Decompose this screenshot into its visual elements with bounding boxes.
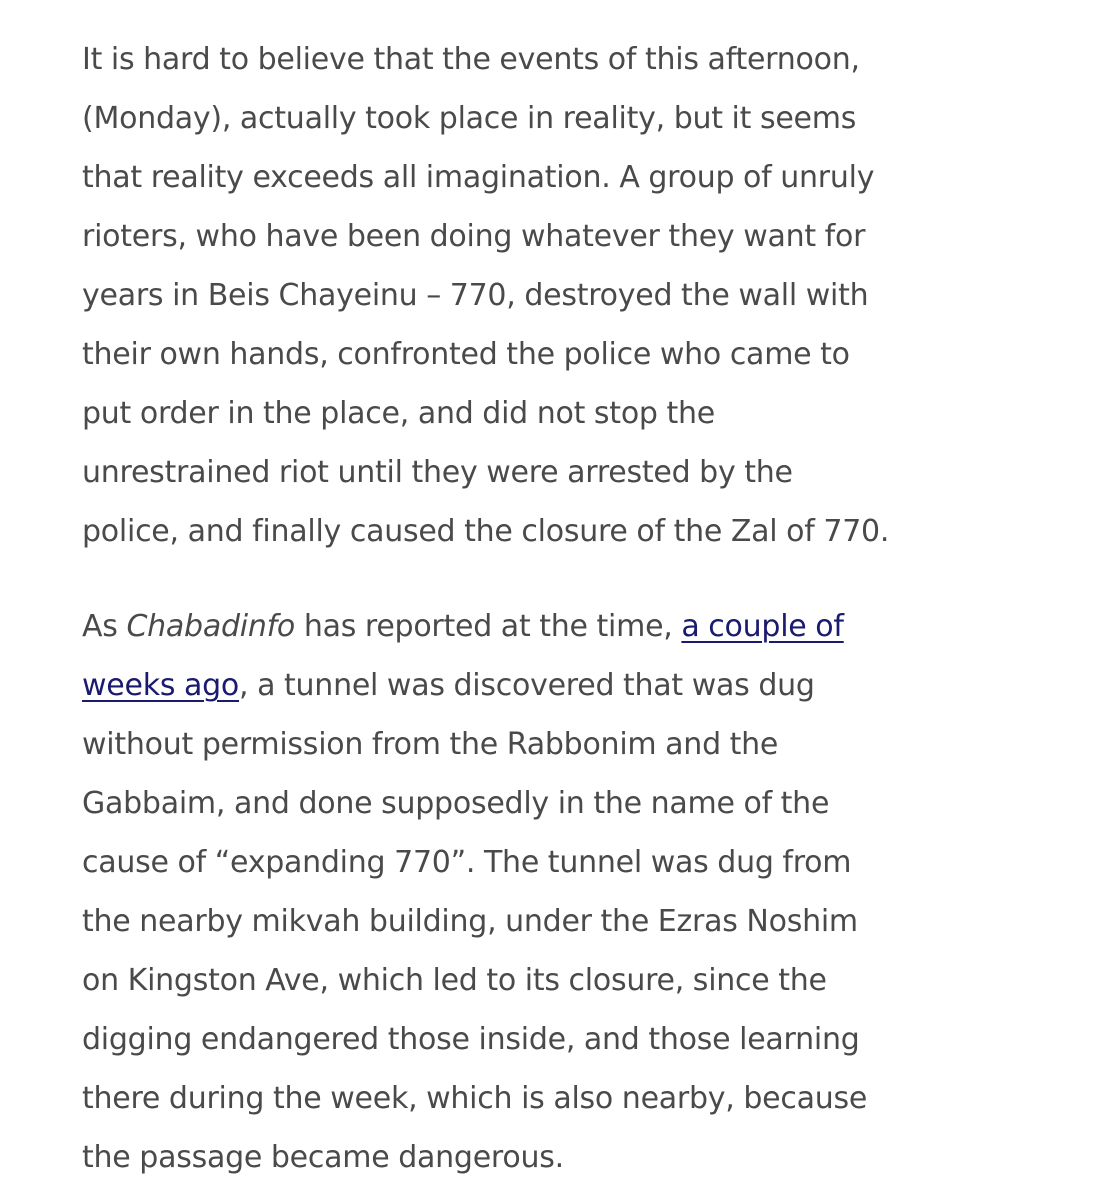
text-line: cause of “expanding 770”. The tunnel was dug from — [82, 845, 852, 880]
text-line: put order in the place, and did not stop the — [82, 396, 715, 431]
text-line: that reality exceeds all imagination. A group of unruly — [82, 160, 875, 195]
text-line: It is hard to believe that the events of this afternoon, — [82, 42, 860, 77]
source-name: Chabadinfo — [126, 609, 296, 644]
previous-report-link[interactable]: a couple of — [681, 609, 844, 644]
text-line: their own hands, confronted the police who came to — [82, 337, 850, 372]
text-line: there during the week, which is also nearby, because — [82, 1081, 868, 1116]
previous-report-link-continued[interactable]: weeks ago — [82, 668, 240, 703]
text-line: rioters, who have been doing whatever they want for — [82, 219, 866, 254]
article-body — [82, 30, 1042, 1187]
text-line — [82, 656, 1042, 715]
text-line: without permission from the Rabbonim and the — [82, 727, 779, 762]
text-line: on Kingston Ave, which led to its closure, since the — [82, 963, 827, 998]
paragraph-tunnel-background — [82, 597, 1042, 1187]
paragraph-riot-description — [82, 30, 1042, 561]
text-line: the passage became dangerous. — [82, 1140, 564, 1175]
text-line: Gabbaim, and done supposedly in the name of the — [82, 786, 830, 821]
text-fragment: , a tunnel was discovered that was dug — [239, 668, 815, 703]
text-fragment: has reported at the time, — [295, 609, 682, 644]
text-line: (Monday), actually took place in reality, but it seems — [82, 101, 857, 136]
text-line: unrestrained riot until they were arrested by the — [82, 455, 793, 490]
text-line: digging endangered those inside, and those learning — [82, 1022, 860, 1057]
text-fragment: As — [82, 609, 127, 644]
text-line: the nearby mikvah building, under the Ezras Noshim — [82, 904, 858, 939]
text-line — [82, 597, 1042, 656]
text-line: years in Beis Chayeinu – 770, destroyed the wall with — [82, 278, 869, 313]
text-line: police, and finally caused the closure of the Zal of 770. — [82, 514, 890, 549]
